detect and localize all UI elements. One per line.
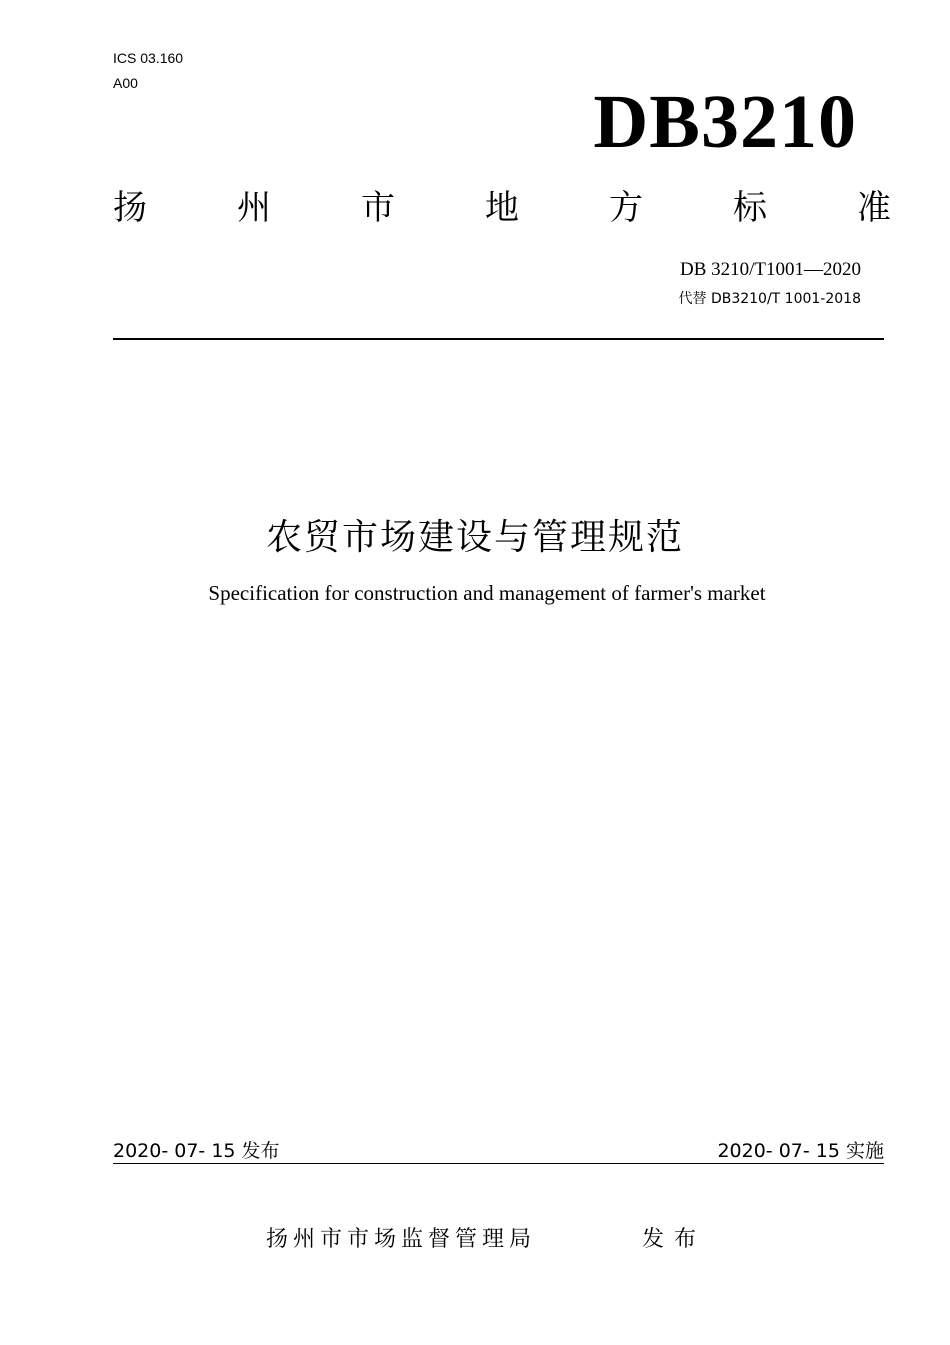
standard-type-char: 州 — [237, 188, 271, 228]
ics-number: ICS 03.160 — [113, 50, 184, 66]
ccs-code: A00 — [113, 75, 138, 91]
standard-type-char: 方 — [609, 188, 643, 228]
issue-label: 发布 — [642, 1227, 707, 1252]
issue-date: 2020- 07- 15 发布 — [113, 1140, 280, 1162]
issuing-authority: 扬州市市场监督管理局 — [266, 1227, 537, 1252]
standard-type-char: 准 — [857, 188, 891, 228]
standard-type-char: 地 — [485, 188, 519, 228]
standard-type-char: 市 — [361, 188, 395, 228]
standard-code-mark: DB3210 — [593, 80, 857, 164]
bottom-divider — [113, 1163, 884, 1164]
standard-type-char: 扬 — [113, 188, 147, 228]
standard-type-char: 标 — [733, 188, 767, 228]
top-divider — [113, 338, 884, 340]
replaces-note: 代替 DB3210/T 1001-2018 — [678, 291, 861, 307]
chinese-title: 农贸市场建设与管理规范 — [265, 517, 684, 558]
standard-number: DB 3210/T1001—2020 — [679, 259, 861, 280]
implementation-date: 2020- 07- 15 实施 — [717, 1140, 884, 1162]
english-title: Specification for construction and management of farmer's market — [208, 581, 766, 605]
standard-type-heading — [113, 186, 891, 230]
